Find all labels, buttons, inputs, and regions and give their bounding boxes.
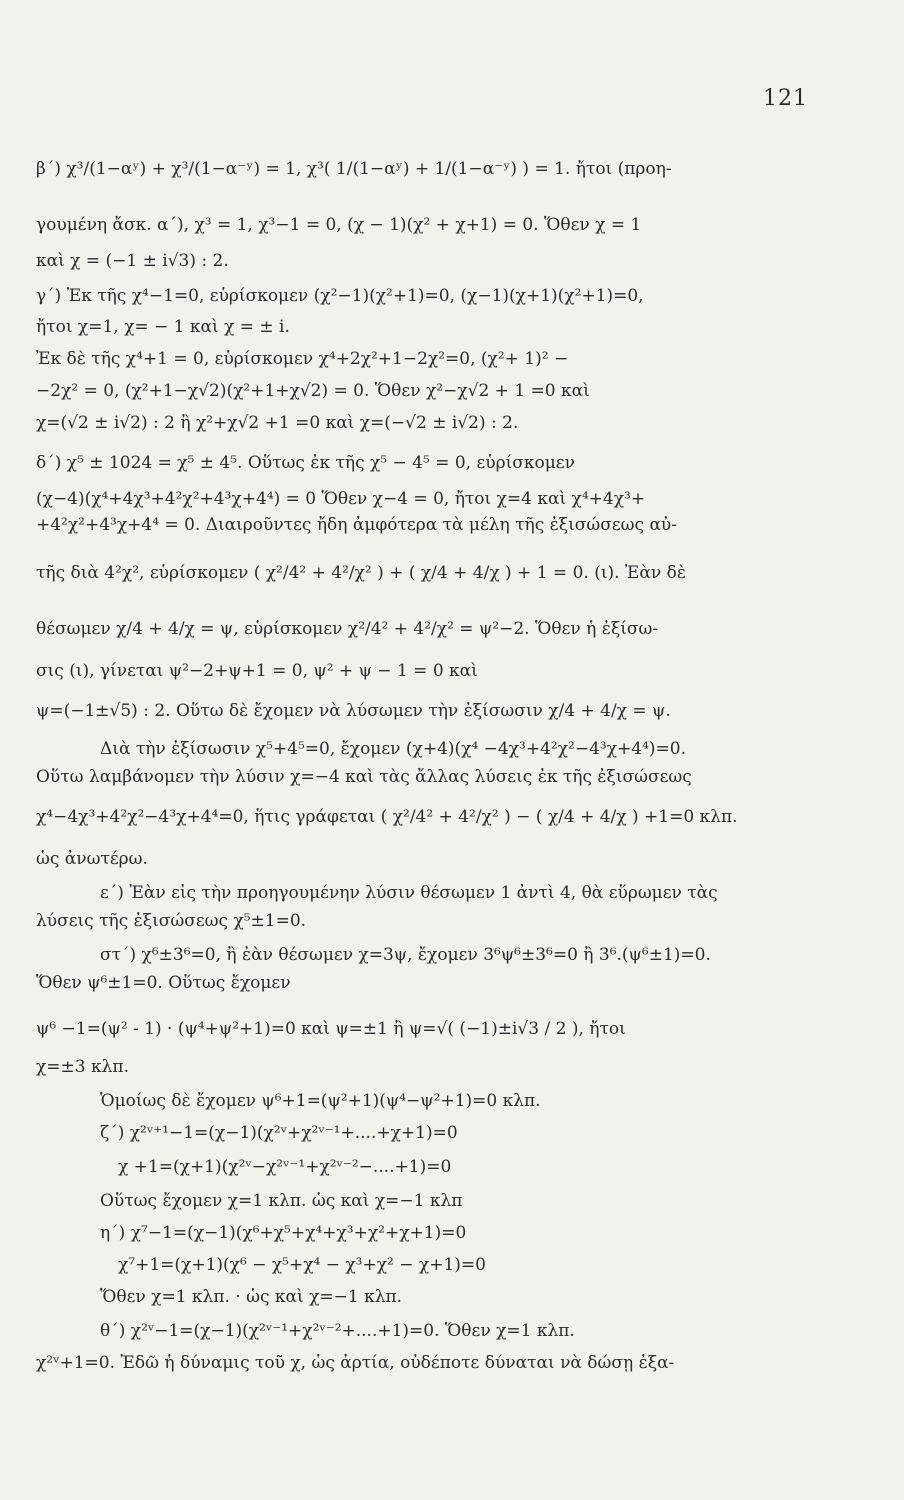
text-line: η΄) χ⁷−1=(χ−1)(χ⁶+χ⁵+χ⁴+χ³+χ²+χ+1)=0: [100, 1223, 467, 1243]
text-line: Ὁμοίως δὲ ἔχομεν ψ⁶+1=(ψ²+1)(ψ⁴−ψ²+1)=0 κλπ.: [100, 1091, 541, 1111]
text-line: θ΄) χ²ᵛ−1=(χ−1)(χ²ᵛ⁻¹+χ²ᵛ⁻²+....+1)=0. Ὅθεν χ=1 κλπ.: [100, 1321, 575, 1341]
text-line: χ⁷+1=(χ+1)(χ⁶ − χ⁵+χ⁴ − χ³+χ² − χ+1)=0: [118, 1255, 486, 1275]
text-line: δ΄) χ⁵ ± 1024 = χ⁵ ± 4⁵. Οὕτως ἐκ τῆς χ⁵ − 4⁵ = 0, εὑρίσκομεν: [36, 453, 575, 473]
text-line: καὶ χ = (−1 ± i√3) : 2.: [36, 251, 229, 271]
text-line: στ΄) χ⁶±3⁶=0, ἢ ἐὰν θέσωμεν χ=3ψ, ἔχομεν 3⁶ψ⁶±3⁶=0 ἢ 3⁶.(ψ⁶±1)=0.: [100, 945, 711, 965]
text-line: Ἐκ δὲ τῆς χ⁴+1 = 0, εὑρίσκομεν χ⁴+2χ²+1−2χ²=0, (χ²+ 1)² −: [36, 349, 569, 369]
text-line: β΄) χ³/(1−αʸ) + χ³/(1−α⁻ʸ) = 1, χ³( 1/(1−αʸ) + 1/(1−α⁻ʸ) ) = 1. ἤτοι (προη-: [36, 159, 672, 179]
text-line: ἤτοι χ=1, χ= − 1 καὶ χ = ± i.: [36, 317, 290, 337]
text-line: ὡς ἀνωτέρω.: [36, 849, 148, 869]
text-line: Ὅθεν ψ⁶±1=0. Οὕτως ἔχομεν: [36, 973, 291, 993]
text-line: Οὕτως ἔχομεν χ=1 κλπ. ὡς καὶ χ=−1 κλπ: [100, 1191, 463, 1211]
text-line: χ +1=(χ+1)(χ²ᵛ−χ²ᵛ⁻¹+χ²ᵛ⁻²−....+1)=0: [118, 1157, 452, 1177]
text-line: ψ=(−1±√5) : 2. Οὕτω δὲ ἔχομεν νὰ λύσωμεν τὴν ἐξίσωσιν χ/4 + 4/χ = ψ.: [36, 701, 671, 721]
text-line: γουμένη ἄσκ. α΄), χ³ = 1, χ³−1 = 0, (χ − 1)(χ² + χ+1) = 0. Ὅθεν χ = 1: [36, 215, 642, 235]
text-line: ψ⁶ −1=(ψ² - 1) · (ψ⁴+ψ²+1)=0 καὶ ψ=±1 ἢ ψ=√( (−1)±i√3 / 2 ), ἤτοι: [36, 1019, 626, 1039]
text-line: (χ−4)(χ⁴+4χ³+4²χ²+4³χ+4⁴) = 0 Ὅθεν χ−4 = 0, ἤτοι χ=4 καὶ χ⁴+4χ³+: [36, 489, 646, 509]
text-line: ε΄) Ἐὰν εἰς τὴν προηγουμένην λύσιν θέσωμεν 1 ἀντὶ 4, θὰ εὕρωμεν τὰς: [100, 883, 718, 903]
text-line: ζ΄) χ²ᵛ⁺¹−1=(χ−1)(χ²ᵛ+χ²ᵛ⁻¹+....+χ+1)=0: [100, 1123, 458, 1143]
text-line: Ὅθεν χ=1 κλπ. · ὡς καὶ χ=−1 κλπ.: [100, 1287, 403, 1307]
text-line: Διὰ τὴν ἐξίσωσιν χ⁵+4⁵=0, ἔχομεν (χ+4)(χ⁴ −4χ³+4²χ²−4³χ+4⁴)=0.: [100, 739, 686, 759]
text-line: χ=(√2 ± i√2) : 2 ἢ χ²+χ√2 +1 =0 καὶ χ=(−√2 ± i√2) : 2.: [36, 413, 519, 433]
text-line: θέσωμεν χ/4 + 4/χ = ψ, εὑρίσκομεν χ²/4² + 4²/χ² = ψ²−2. Ὅθεν ἡ ἐξίσω-: [36, 619, 659, 639]
text-line: Οὕτω λαμβάνομεν τὴν λύσιν χ=−4 καὶ τὰς ἄλλας λύσεις ἐκ τῆς ἐξισώσεως: [36, 767, 692, 787]
text-line: −2χ² = 0, (χ²+1−χ√2)(χ²+1+χ√2) = 0. Ὅθεν χ²−χ√2 + 1 =0 καὶ: [36, 381, 590, 401]
text-line: λύσεις τῆς ἐξισώσεως χ⁵±1=0.: [36, 911, 307, 931]
text-line: γ΄) Ἐκ τῆς χ⁴−1=0, εὑρίσκομεν (χ²−1)(χ²+1)=0, (χ−1)(χ+1)(χ²+1)=0,: [36, 286, 644, 306]
text-line: χ⁴−4χ³+4²χ²−4³χ+4⁴=0, ἥτις γράφεται ( χ²/4² + 4²/χ² ) − ( χ/4 + 4/χ ) +1=0 κλπ.: [36, 807, 738, 827]
text-line: σις (ι), γίνεται ψ²−2+ψ+1 = 0, ψ² + ψ − 1 = 0 καὶ: [36, 661, 478, 681]
text-line: χ=±3 κλπ.: [36, 1057, 129, 1077]
text-line: τῆς διὰ 4²χ², εὑρίσκομεν ( χ²/4² + 4²/χ² ) + ( χ/4 + 4/χ ) + 1 = 0. (ι). Ἐὰν δὲ: [36, 563, 687, 583]
text-line: +4²χ²+4³χ+4⁴ = 0. Διαιροῦντες ἤδη ἀμφότερα τὰ μέλη τῆς ἐξισώσεως αὐ-: [36, 515, 678, 535]
text-line: χ²ᵛ+1=0. Ἐδῶ ἡ δύναμις τοῦ χ, ὡς ἀρτία, οὐδέποτε δύναται νὰ δώσῃ ἐξα-: [36, 1353, 675, 1373]
page-number: 121: [763, 86, 808, 111]
